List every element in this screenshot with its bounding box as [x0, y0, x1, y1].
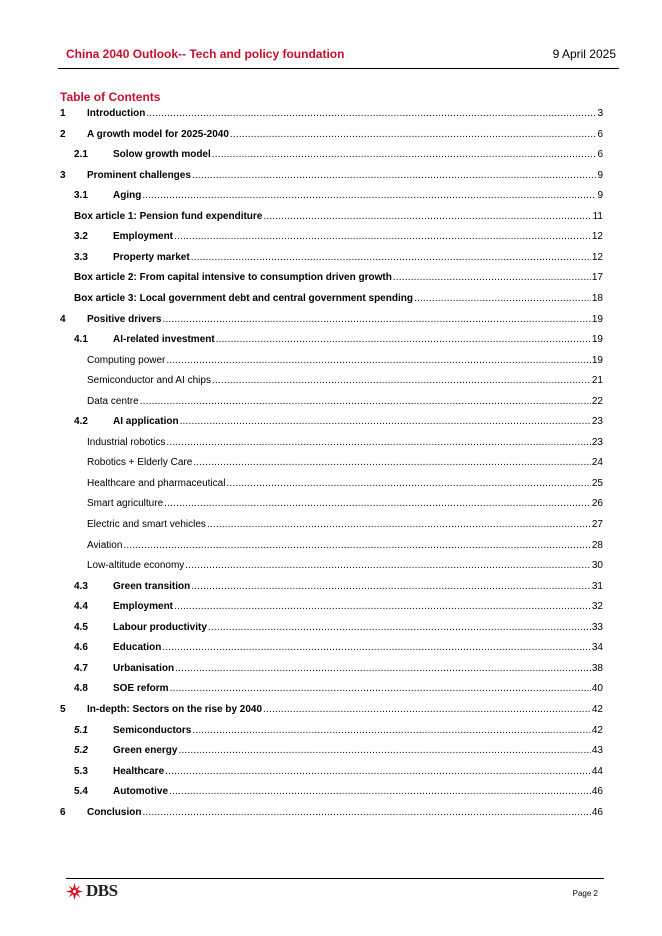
- toc-entry-label: Box article 2: From capital intensive to consumption driven growth: [74, 272, 392, 284]
- toc-dot-leader: [192, 167, 597, 185]
- toc-entry-number: 4.8: [74, 683, 88, 695]
- toc-entry-label: Urbanisation: [113, 662, 175, 674]
- dbs-logo: [66, 882, 118, 900]
- toc-entry-page: 19: [591, 313, 603, 325]
- toc-entry-label: Introduction: [87, 108, 146, 119]
- toc-entry-page: 23: [591, 416, 603, 428]
- toc-entry-page: 17: [591, 272, 603, 284]
- toc-dot-leader: [263, 701, 591, 719]
- toc-entry-label: AI-related investment: [113, 334, 215, 346]
- toc-entry-number: 3: [60, 169, 66, 181]
- toc-entry-page: 32: [591, 601, 603, 613]
- toc-entry[interactable]: [87, 352, 603, 370]
- toc-entry-page: 46: [591, 786, 603, 798]
- toc-dot-leader: [174, 598, 591, 616]
- toc-entry[interactable]: [87, 475, 603, 493]
- toc-entry-label: Data centre: [87, 395, 139, 407]
- toc-entry-page: 12: [591, 251, 603, 263]
- toc-entry-label: Aviation: [87, 539, 123, 551]
- toc-entry-label: Healthcare and pharmaceutical: [87, 477, 226, 489]
- toc-entry[interactable]: [87, 537, 603, 555]
- toc-entry[interactable]: [74, 228, 603, 246]
- toc-entry-label: Automotive: [113, 786, 168, 798]
- toc-entry-number: 4.1: [74, 334, 88, 346]
- toc-dot-leader: [170, 680, 591, 698]
- toc-entry[interactable]: [74, 331, 603, 349]
- toc-entry[interactable]: [74, 619, 603, 637]
- toc-entry[interactable]: [60, 311, 603, 329]
- toc-dot-leader: [212, 146, 597, 164]
- toc-dot-leader: [140, 393, 591, 411]
- toc-entry-page: 18: [591, 292, 603, 304]
- toc-entry-page: 19: [591, 354, 603, 366]
- toc-dot-leader: [207, 516, 591, 534]
- toc-entry[interactable]: [74, 763, 603, 781]
- toc-dot-leader: [175, 660, 591, 678]
- toc-dot-leader: [414, 290, 591, 308]
- toc-entry-number: 4.2: [74, 416, 88, 428]
- toc-entry-page: 9: [597, 169, 603, 181]
- toc-entry-page: 42: [591, 703, 603, 715]
- footer-rule: [66, 878, 604, 879]
- toc-entry-number: 5.4: [74, 786, 88, 798]
- toc-entry-page: 12: [591, 231, 603, 243]
- toc-entry[interactable]: [60, 167, 603, 185]
- toc-entry-page: 6: [597, 128, 603, 140]
- toc-dot-leader: [178, 742, 590, 760]
- toc-entry[interactable]: [87, 557, 603, 575]
- toc-entry-page: 42: [591, 724, 603, 736]
- toc-entry-page: 21: [591, 375, 603, 387]
- toc-entry[interactable]: [74, 742, 603, 760]
- toc-entry-number: 4.7: [74, 662, 88, 674]
- toc-entry-number: 5: [60, 703, 66, 715]
- toc-entry[interactable]: [74, 146, 603, 164]
- toc-entry[interactable]: [60, 804, 603, 822]
- toc-entry[interactable]: [74, 639, 603, 657]
- toc-dot-leader: [162, 639, 591, 657]
- page-number: Page 2: [572, 889, 598, 898]
- toc-entry-page: 19: [591, 334, 603, 346]
- toc-entry[interactable]: [87, 495, 603, 513]
- toc-entry-page: 28: [591, 539, 603, 551]
- toc-entry-label: Education: [113, 642, 162, 654]
- toc-entry-label: Employment: [113, 601, 174, 613]
- toc-entry-number: 5.1: [74, 724, 88, 736]
- header-rule: [58, 68, 619, 69]
- toc-entry-label: Solow growth model: [113, 149, 211, 161]
- toc-entry[interactable]: [74, 783, 603, 801]
- toc-dot-leader: [191, 578, 591, 596]
- toc-entry-number: 3.3: [74, 251, 88, 263]
- toc-entry-page: 6: [597, 149, 603, 161]
- toc-entry[interactable]: [74, 722, 603, 740]
- toc-entry-label: A growth model for 2025-2040: [87, 128, 229, 140]
- toc-entry-number: 4.5: [74, 621, 88, 633]
- toc-entry[interactable]: [74, 290, 603, 308]
- toc-entry[interactable]: [60, 126, 603, 144]
- toc-dot-leader: [142, 804, 590, 822]
- toc-dot-leader: [169, 783, 591, 801]
- toc-dot-leader: [193, 454, 591, 472]
- toc-entry-page: 33: [591, 621, 603, 633]
- toc-entry[interactable]: [87, 393, 603, 411]
- toc-entry[interactable]: [87, 454, 603, 472]
- toc-entry[interactable]: [74, 208, 603, 226]
- header-date: 9 April 2025: [552, 47, 616, 61]
- toc-entry[interactable]: [74, 249, 603, 267]
- toc-entry-label: In-depth: Sectors on the rise by 2040: [87, 703, 263, 715]
- toc-entry-label: Box article 3: Local government debt and central government spending: [74, 292, 413, 304]
- toc-dot-leader: [142, 187, 596, 205]
- toc-entry-label: Electric and smart vehicles: [87, 519, 206, 530]
- toc-entry-page: 44: [591, 765, 603, 777]
- dbs-star-icon: [66, 883, 83, 900]
- toc-entry-number: 2.1: [74, 149, 88, 161]
- toc-entry[interactable]: [74, 680, 603, 698]
- toc-dot-leader: [162, 311, 590, 329]
- toc-entry-number: 2: [60, 128, 66, 140]
- toc-entry-page: 26: [591, 498, 603, 510]
- toc-entry-page: 30: [591, 560, 603, 572]
- toc-entry-page: 25: [591, 477, 603, 489]
- toc-dot-leader: [146, 105, 596, 123]
- toc-entry-number: 4: [60, 313, 66, 325]
- toc-entry-page: 46: [591, 806, 603, 818]
- toc-entry-label: Computing power: [87, 354, 166, 366]
- toc-entry-number: 3.1: [74, 190, 88, 202]
- toc-dot-leader: [393, 269, 591, 287]
- toc-entry-label: Prominent challenges: [87, 169, 191, 181]
- toc-dot-leader: [212, 372, 591, 390]
- toc-dot-leader: [191, 249, 591, 267]
- toc-dot-leader: [174, 228, 591, 246]
- toc-entry-number: 4.3: [74, 580, 88, 592]
- toc-dot-leader: [166, 434, 591, 452]
- toc-entry-page: 43: [591, 745, 603, 757]
- toc-entry-number: 5.2: [74, 745, 88, 757]
- toc-entry[interactable]: [74, 578, 603, 596]
- toc-entry[interactable]: [87, 434, 603, 452]
- toc-dot-leader: [263, 208, 591, 226]
- toc-entry-page: 22: [591, 395, 603, 407]
- toc-entry[interactable]: [74, 598, 603, 616]
- toc-entry-page: 27: [591, 519, 603, 530]
- toc-dot-leader: [208, 619, 591, 637]
- toc-entry-page: 11: [592, 210, 603, 222]
- toc-dot-leader: [230, 126, 597, 144]
- toc-entry[interactable]: [87, 516, 603, 534]
- toc-dot-leader: [226, 475, 590, 493]
- toc-entry-label: Positive drivers: [87, 313, 162, 325]
- toc-entry-label: Semiconductor and AI chips: [87, 375, 211, 387]
- toc-dot-leader: [165, 763, 591, 781]
- toc-dot-leader: [192, 722, 591, 740]
- toc-entry-number: 4.4: [74, 601, 88, 613]
- toc-entry-label: Healthcare: [113, 765, 165, 777]
- dbs-logo-text: DBS: [86, 881, 118, 900]
- toc-entry-page: 34: [591, 642, 603, 654]
- toc-dot-leader: [123, 537, 590, 555]
- toc-entry-label: Low-altitude economy: [87, 560, 185, 572]
- toc-entry-label: Robotics + Elderly Care: [87, 457, 193, 469]
- toc-entry-page: 23: [591, 436, 603, 448]
- toc-entry-number: 4.6: [74, 642, 88, 654]
- toc-heading: Table of Contents: [60, 90, 161, 104]
- toc-entry-label: Employment: [113, 231, 174, 243]
- toc-entry-label: Semiconductors: [113, 724, 192, 736]
- toc-entry-label: Box article 1: Pension fund expenditure: [74, 210, 263, 222]
- toc-entry-label: Green energy: [113, 745, 178, 757]
- toc-entry[interactable]: [60, 105, 603, 123]
- toc-entry[interactable]: [60, 701, 603, 719]
- toc-entry-page: 31: [591, 580, 603, 592]
- toc-entry-label: Conclusion: [87, 806, 142, 818]
- toc-entry[interactable]: [74, 413, 603, 431]
- toc-dot-leader: [166, 352, 591, 370]
- toc-entry-label: Labour productivity: [113, 621, 207, 633]
- toc-entry-page: 40: [591, 683, 603, 695]
- toc-entry-label: Property market: [113, 251, 190, 263]
- toc-entry[interactable]: [74, 660, 603, 678]
- toc-entry-label: AI application: [113, 416, 179, 428]
- toc-entry-label: SOE reform: [113, 683, 169, 695]
- toc-entry-number: 3.2: [74, 231, 88, 243]
- toc-entry-page: 9: [597, 190, 603, 202]
- header-title: China 2040 Outlook-- Tech and policy foundation: [66, 47, 345, 61]
- toc-dot-leader: [216, 331, 591, 349]
- toc-dot-leader: [185, 557, 591, 575]
- toc-dot-leader: [164, 495, 591, 513]
- toc-entry-number: 5.3: [74, 765, 88, 777]
- toc-entry-number: 6: [60, 806, 66, 818]
- toc-entry-number: 1: [60, 108, 66, 119]
- toc-entry-page: 38: [591, 662, 603, 674]
- toc-entry-page: 24: [591, 457, 603, 469]
- toc-entry[interactable]: [87, 372, 603, 390]
- toc-dot-leader: [180, 413, 591, 431]
- toc-entry-label: Aging: [113, 190, 142, 202]
- toc-entry-label: Smart agriculture: [87, 498, 164, 510]
- toc-entry-page: 3: [597, 108, 603, 119]
- toc-entry-label: Industrial robotics: [87, 436, 166, 448]
- toc-entry-label: Green transition: [113, 580, 191, 592]
- toc-entry[interactable]: [74, 269, 603, 287]
- toc-entry[interactable]: [74, 187, 603, 205]
